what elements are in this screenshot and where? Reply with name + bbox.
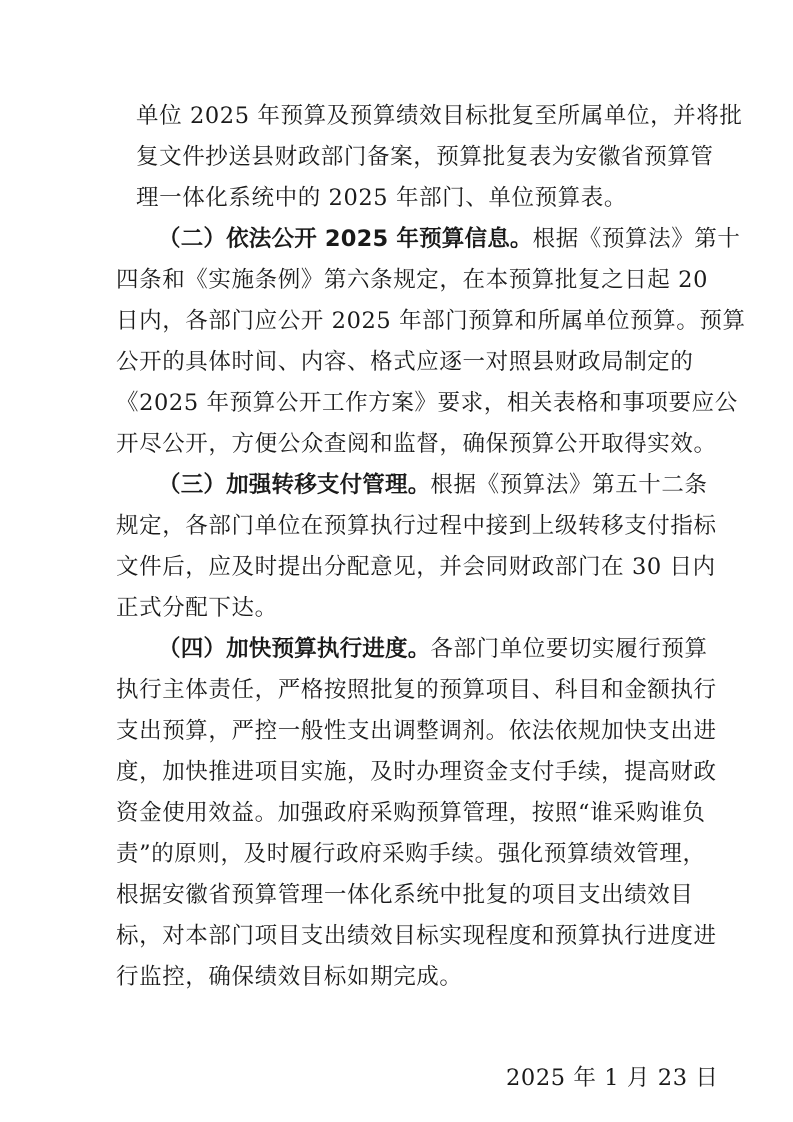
body-text-line: 理一体化系统中的 2025 年部门、单位预算表。: [136, 185, 627, 211]
body-text-line: 四条和《实施条例》第六条规定，在本预算批复之日起 20: [116, 267, 708, 293]
body-text-line: 规定，各部门单位在预算执行过程中接到上级转移支付指标: [116, 513, 717, 539]
body-text-line: 开尽公开，方便公众查阅和监督，确保预算公开取得实效。: [116, 431, 717, 457]
body-text-run: 根据《预算法》第五十二条: [430, 472, 708, 498]
document-date: 2025 年 1 月 23 日: [506, 1065, 719, 1091]
body-text-line: 复文件抄送县财政部门备案，预算批复表为安徽省预算管: [136, 144, 714, 170]
paragraph-line-item3: [158, 469, 708, 501]
body-text-line: 责”的原则，及时履行政府采购手续。强化预算绩效管理，: [116, 841, 706, 867]
body-text-line: 文件后，应及时提出分配意见，并会同财政部门在 30 日内: [116, 554, 716, 580]
body-text-line: 根据安徽省预算管理一体化系统中批复的项目支出绩效目: [116, 882, 694, 908]
section-heading-item3: （三）加强转移支付管理。: [158, 472, 431, 498]
body-text-run: 根据《预算法》第十: [532, 226, 741, 252]
body-text-line: 单位 2025 年预算及预算绩效目标批复至所属单位，并将批: [136, 103, 743, 129]
body-text-line: 资金使用效益。加强政府采购预算管理，按照“谁采购谁负: [116, 800, 706, 826]
body-text-line: 标，对本部门项目支出绩效目标实现程度和预算执行进度进: [116, 923, 717, 949]
body-text-line: 执行主体责任，严格按照批复的预算项目、科目和金额执行: [116, 677, 717, 703]
body-text-line: 日内，各部门应公开 2025 年部门预算和所属单位预算。预算: [116, 308, 746, 334]
section-heading-item2: （二）依法公开 2025 年预算信息。: [158, 226, 533, 252]
body-text-line: 《2025 年预算公开工作方案》要求，相关表格和事项要应公: [116, 390, 738, 416]
paragraph-line-item4: [158, 633, 708, 665]
body-text-run: 各部门单位要切实履行预算: [430, 636, 708, 662]
body-text-line: 正式分配下达。: [116, 595, 278, 621]
body-text-line: 度，加快推进项目实施，及时办理资金支付手续，提高财政: [116, 759, 717, 785]
body-text-line: 支出预算，严控一般性支出调整调剂。依法依规加快支出进: [116, 718, 717, 744]
paragraph-line-item2: [158, 223, 741, 255]
section-heading-item4: （四）加快预算执行进度。: [158, 636, 431, 662]
body-text-line: 行监控，确保绩效目标如期完成。: [116, 964, 463, 990]
body-text-line: 公开的具体时间、内容、格式应逐一对照县财政局制定的: [116, 349, 694, 375]
